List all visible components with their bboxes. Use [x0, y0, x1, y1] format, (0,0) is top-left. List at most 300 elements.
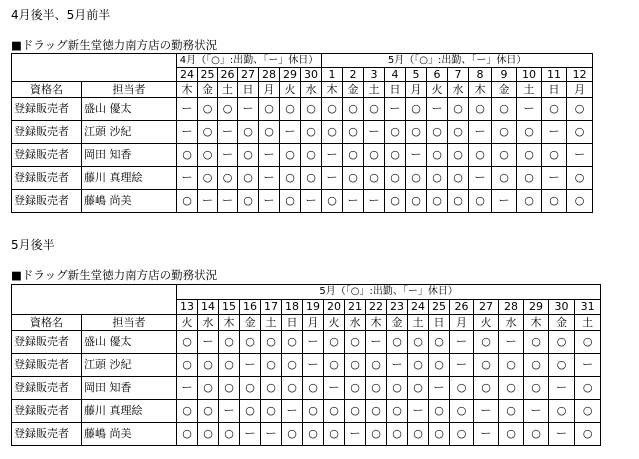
attendance-mark: ○: [517, 121, 542, 144]
attendance-mark: ○: [549, 331, 575, 354]
attendance-mark: ○: [238, 121, 259, 144]
attendance-mark: ○: [366, 400, 387, 423]
staff-name-cell: 藤川 真理絵: [82, 167, 177, 190]
weekday-cell: 木: [219, 315, 240, 331]
staff-name-cell: 岡田 知香: [82, 144, 177, 167]
attendance-mark: ○: [345, 377, 366, 400]
attendance-mark: ー: [240, 423, 261, 446]
attendance-mark: ○: [322, 190, 343, 213]
qualification-cell: 登録販売者: [12, 400, 82, 423]
staff-row: [12, 98, 593, 121]
attendance-mark: ○: [177, 190, 198, 213]
qualification-header: 資格名: [12, 315, 82, 331]
weekday-cell: 土: [364, 82, 385, 98]
date-cell: 6: [427, 68, 448, 82]
attendance-mark: ー: [474, 423, 499, 446]
attendance-mark: ○: [387, 377, 408, 400]
section1-title: ■ドラッグ新生堂徳力南方店の勤務状況: [11, 38, 218, 52]
date-cell: 1: [322, 68, 343, 82]
weekday-row: [12, 82, 593, 98]
weekday-cell: 月: [259, 82, 280, 98]
attendance-mark: ○: [575, 377, 601, 400]
weekday-cell: 木: [366, 315, 387, 331]
staff-name-cell: 盛山 優太: [82, 98, 177, 121]
attendance-mark: ○: [387, 331, 408, 354]
attendance-mark: ○: [322, 121, 343, 144]
attendance-mark: ー: [575, 354, 601, 377]
section2-heading: 5月後半: [11, 238, 55, 252]
qualification-cell: 登録販売者: [12, 121, 82, 144]
attendance-mark: ー: [177, 98, 198, 121]
attendance-mark: ○: [240, 400, 261, 423]
attendance-mark: ○: [198, 354, 219, 377]
attendance-mark: ○: [282, 354, 303, 377]
attendance-mark: ○: [366, 377, 387, 400]
attendance-mark: ○: [238, 167, 259, 190]
date-cell: 7: [448, 68, 469, 82]
attendance-mark: ○: [324, 331, 345, 354]
attendance-mark: ○: [366, 354, 387, 377]
attendance-mark: ○: [218, 98, 238, 121]
attendance-mark: ○: [406, 98, 427, 121]
weekday-cell: 金: [387, 315, 408, 331]
attendance-mark: ○: [387, 423, 408, 446]
date-cell: 4: [385, 68, 406, 82]
attendance-mark: ○: [240, 377, 261, 400]
attendance-mark: ○: [303, 377, 324, 400]
attendance-mark: ー: [177, 121, 198, 144]
date-cell: 25: [198, 68, 218, 82]
attendance-mark: ○: [567, 121, 593, 144]
date-cell: 8: [469, 68, 492, 82]
attendance-mark: ー: [218, 144, 238, 167]
attendance-mark: ○: [499, 400, 524, 423]
attendance-mark: ー: [492, 190, 517, 213]
attendance-mark: ー: [387, 354, 408, 377]
attendance-mark: ○: [364, 144, 385, 167]
date-cell: 30: [301, 68, 322, 82]
attendance-mark: ○: [364, 98, 385, 121]
attendance-mark: ○: [517, 190, 542, 213]
attendance-mark: ○: [542, 98, 567, 121]
attendance-mark: ー: [177, 167, 198, 190]
date-cell: 28: [499, 300, 524, 315]
weekday-cell: 木: [322, 82, 343, 98]
attendance-mark: ー: [364, 121, 385, 144]
attendance-mark: ○: [450, 423, 474, 446]
weekday-cell: 金: [198, 82, 218, 98]
staff-row: [12, 121, 593, 144]
person-header: 担当者: [82, 315, 177, 331]
attendance-mark: ー: [542, 121, 567, 144]
attendance-mark: ○: [177, 423, 198, 446]
weekday-cell: 日: [282, 315, 303, 331]
attendance-mark: ー: [238, 98, 259, 121]
staff-name-cell: 江頭 沙紀: [82, 354, 177, 377]
schedule-table-2: [11, 284, 601, 446]
weekday-row: [12, 315, 601, 331]
attendance-mark: ー: [499, 331, 524, 354]
date-cell: 30: [549, 300, 575, 315]
attendance-mark: ○: [280, 98, 301, 121]
date-cell: 3: [364, 68, 385, 82]
attendance-mark: ー: [366, 331, 387, 354]
staff-row: [12, 423, 601, 446]
person-header: 担当者: [82, 82, 177, 98]
attendance-mark: ○: [261, 400, 282, 423]
attendance-mark: ○: [429, 331, 450, 354]
attendance-mark: ー: [385, 98, 406, 121]
date-cell: 24: [177, 68, 198, 82]
attendance-mark: ー: [177, 377, 198, 400]
schedule-table-1: [11, 53, 593, 213]
date-cell: 29: [524, 300, 549, 315]
date-cell: 31: [575, 300, 601, 315]
attendance-mark: ー: [240, 354, 261, 377]
attendance-mark: ○: [469, 144, 492, 167]
attendance-mark: ○: [429, 400, 450, 423]
attendance-mark: ○: [499, 354, 524, 377]
attendance-mark: ○: [474, 331, 499, 354]
attendance-mark: ○: [408, 377, 429, 400]
attendance-mark: ○: [280, 190, 301, 213]
qualification-cell: 登録販売者: [12, 167, 82, 190]
attendance-mark: ー: [259, 190, 280, 213]
attendance-mark: ○: [427, 167, 448, 190]
attendance-mark: ○: [282, 423, 303, 446]
attendance-mark: ○: [385, 144, 406, 167]
attendance-mark: ○: [345, 400, 366, 423]
staff-name-cell: 藤嶋 尚美: [82, 190, 177, 213]
date-cell: 28: [259, 68, 280, 82]
attendance-mark: ○: [427, 144, 448, 167]
attendance-mark: ○: [343, 98, 364, 121]
attendance-mark: ○: [303, 400, 324, 423]
attendance-mark: ー: [345, 423, 366, 446]
attendance-mark: ー: [469, 121, 492, 144]
attendance-mark: ○: [517, 144, 542, 167]
attendance-mark: ー: [198, 331, 219, 354]
weekday-cell: 木: [469, 82, 492, 98]
weekday-cell: 水: [448, 82, 469, 98]
attendance-mark: ○: [448, 144, 469, 167]
attendance-mark: ー: [259, 167, 280, 190]
date-cell: 18: [282, 300, 303, 315]
attendance-mark: ー: [517, 98, 542, 121]
date-cell: 19: [303, 300, 324, 315]
date-cell: 22: [366, 300, 387, 315]
staff-row: [12, 190, 593, 213]
attendance-mark: ○: [259, 121, 280, 144]
attendance-mark: ○: [198, 144, 218, 167]
date-cell: 27: [474, 300, 499, 315]
header-blank-cell: [12, 285, 177, 315]
qualification-cell: 登録販売者: [12, 331, 82, 354]
weekday-cell: 土: [575, 315, 601, 331]
attendance-mark: ー: [450, 354, 474, 377]
attendance-mark: ー: [474, 400, 499, 423]
section1-heading: 4月後半、5月前半: [11, 8, 111, 22]
date-cell: 15: [219, 300, 240, 315]
attendance-mark: ー: [218, 190, 238, 213]
staff-row: [12, 354, 601, 377]
attendance-mark: ○: [364, 167, 385, 190]
attendance-mark: ○: [280, 144, 301, 167]
qualification-cell: 登録販売者: [12, 354, 82, 377]
date-cell: 12: [567, 68, 593, 82]
weekday-cell: 月: [567, 82, 593, 98]
attendance-mark: ○: [542, 190, 567, 213]
attendance-mark: ○: [450, 377, 474, 400]
staff-name-cell: 盛山 優太: [82, 331, 177, 354]
attendance-mark: ○: [198, 98, 218, 121]
date-cell: 29: [280, 68, 301, 82]
weekday-cell: 金: [240, 315, 261, 331]
attendance-mark: ○: [282, 377, 303, 400]
qualification-cell: 登録販売者: [12, 98, 82, 121]
attendance-mark: ○: [218, 167, 238, 190]
attendance-mark: ○: [469, 190, 492, 213]
attendance-mark: ○: [450, 400, 474, 423]
attendance-mark: ー: [450, 331, 474, 354]
attendance-mark: ー: [408, 400, 429, 423]
weekday-cell: 日: [385, 82, 406, 98]
attendance-mark: ー: [322, 144, 343, 167]
attendance-mark: ○: [198, 167, 218, 190]
attendance-mark: ○: [324, 354, 345, 377]
attendance-mark: ○: [517, 167, 542, 190]
date-cell: 10: [517, 68, 542, 82]
attendance-mark: ○: [303, 423, 324, 446]
attendance-mark: ○: [406, 190, 427, 213]
attendance-mark: ○: [499, 377, 524, 400]
attendance-mark: ○: [177, 354, 198, 377]
attendance-mark: ー: [301, 190, 322, 213]
attendance-mark: ○: [567, 190, 593, 213]
date-cell: 9: [492, 68, 517, 82]
staff-row: [12, 144, 593, 167]
month-group-label: 5月（「○」:出勤、「ー」休日）: [177, 285, 601, 300]
attendance-mark: ー: [364, 190, 385, 213]
month-group-label: 4月（「○」:出勤、「ー」休日）: [177, 54, 322, 68]
weekday-cell: 日: [542, 82, 567, 98]
attendance-mark: ○: [427, 190, 448, 213]
attendance-mark: ー: [427, 98, 448, 121]
weekday-cell: 水: [301, 82, 322, 98]
attendance-mark: ○: [567, 98, 593, 121]
attendance-mark: ○: [387, 400, 408, 423]
attendance-mark: ○: [567, 167, 593, 190]
attendance-mark: ー: [549, 423, 575, 446]
attendance-mark: ○: [280, 167, 301, 190]
date-cell: 23: [387, 300, 408, 315]
attendance-mark: ○: [549, 400, 575, 423]
attendance-mark: ○: [575, 331, 601, 354]
qualification-cell: 登録販売者: [12, 190, 82, 213]
staff-name-cell: 岡田 知香: [82, 377, 177, 400]
attendance-mark: ○: [324, 400, 345, 423]
attendance-mark: ○: [198, 400, 219, 423]
date-cell: 24: [408, 300, 429, 315]
attendance-mark: ○: [408, 354, 429, 377]
weekday-cell: 金: [343, 82, 364, 98]
staff-row: [12, 167, 593, 190]
attendance-mark: ー: [280, 121, 301, 144]
date-cell: 11: [542, 68, 567, 82]
attendance-mark: ○: [345, 331, 366, 354]
attendance-mark: ○: [524, 423, 549, 446]
attendance-mark: ○: [366, 423, 387, 446]
qualification-cell: 登録販売者: [12, 144, 82, 167]
attendance-mark: ○: [301, 167, 322, 190]
qualification-header: 資格名: [12, 82, 82, 98]
attendance-mark: ー: [469, 167, 492, 190]
attendance-mark: ー: [324, 377, 345, 400]
attendance-mark: ー: [429, 377, 450, 400]
attendance-mark: ○: [177, 144, 198, 167]
attendance-mark: ○: [406, 167, 427, 190]
attendance-mark: ○: [198, 377, 219, 400]
staff-row: [12, 400, 601, 423]
date-cell: 21: [345, 300, 366, 315]
weekday-cell: 金: [492, 82, 517, 98]
attendance-mark: ○: [345, 354, 366, 377]
date-cell: 17: [261, 300, 282, 315]
attendance-mark: ー: [303, 331, 324, 354]
attendance-mark: ○: [198, 121, 218, 144]
header-blank-cell: [12, 54, 177, 82]
attendance-mark: ○: [261, 354, 282, 377]
attendance-mark: ○: [492, 144, 517, 167]
staff-name-cell: 藤川 真理絵: [82, 400, 177, 423]
weekday-cell: 土: [261, 315, 282, 331]
month-group-label: 5月（「○」:出勤、「ー」休日）: [322, 54, 593, 68]
attendance-mark: ○: [177, 400, 198, 423]
attendance-mark: ○: [542, 144, 567, 167]
attendance-mark: ○: [408, 331, 429, 354]
attendance-mark: ○: [219, 377, 240, 400]
date-cell: 14: [198, 300, 219, 315]
attendance-mark: ー: [259, 144, 280, 167]
attendance-mark: ○: [324, 423, 345, 446]
attendance-mark: ○: [261, 377, 282, 400]
attendance-mark: ー: [343, 190, 364, 213]
attendance-mark: ○: [492, 98, 517, 121]
weekday-cell: 日: [429, 315, 450, 331]
attendance-mark: ○: [343, 121, 364, 144]
attendance-mark: ○: [448, 190, 469, 213]
staff-name-cell: 藤嶋 尚美: [82, 423, 177, 446]
attendance-mark: ○: [448, 121, 469, 144]
attendance-mark: ○: [549, 354, 575, 377]
attendance-mark: ○: [448, 98, 469, 121]
attendance-mark: ○: [261, 331, 282, 354]
attendance-mark: ー: [567, 144, 593, 167]
date-cell: 20: [324, 300, 345, 315]
weekday-cell: 火: [474, 315, 499, 331]
attendance-mark: ○: [427, 121, 448, 144]
attendance-mark: ○: [240, 331, 261, 354]
attendance-mark: ○: [492, 121, 517, 144]
weekday-cell: 水: [345, 315, 366, 331]
weekday-cell: 月: [406, 82, 427, 98]
attendance-mark: ○: [499, 423, 524, 446]
attendance-mark: ○: [385, 190, 406, 213]
attendance-mark: ○: [474, 354, 499, 377]
weekday-cell: 火: [280, 82, 301, 98]
weekday-cell: 火: [427, 82, 448, 98]
attendance-mark: ○: [524, 331, 549, 354]
month-header-row: [12, 54, 593, 68]
weekday-cell: 土: [408, 315, 429, 331]
weekday-cell: 水: [198, 315, 219, 331]
weekday-cell: 土: [218, 82, 238, 98]
section2-title: ■ドラッグ新生堂徳力南方店の勤務状況: [11, 268, 218, 282]
date-cell: 26: [218, 68, 238, 82]
attendance-mark: ○: [301, 98, 322, 121]
attendance-mark: ○: [219, 354, 240, 377]
attendance-mark: ○: [448, 167, 469, 190]
staff-name-cell: 江頭 沙紀: [82, 121, 177, 144]
attendance-mark: ー: [524, 400, 549, 423]
date-cell: 13: [177, 300, 198, 315]
staff-row: [12, 331, 601, 354]
date-cell: 25: [429, 300, 450, 315]
weekday-cell: 水: [499, 315, 524, 331]
attendance-mark: ○: [282, 331, 303, 354]
date-cell: 2: [343, 68, 364, 82]
date-cell: 16: [240, 300, 261, 315]
attendance-mark: ○: [238, 144, 259, 167]
attendance-mark: ○: [238, 190, 259, 213]
weekday-cell: 火: [177, 315, 198, 331]
attendance-mark: ○: [406, 121, 427, 144]
attendance-mark: ー: [303, 354, 324, 377]
weekday-cell: 火: [324, 315, 345, 331]
attendance-mark: ○: [219, 331, 240, 354]
weekday-cell: 日: [238, 82, 259, 98]
qualification-cell: 登録販売者: [12, 423, 82, 446]
attendance-mark: ○: [301, 144, 322, 167]
attendance-mark: ○: [469, 98, 492, 121]
weekday-cell: 木: [524, 315, 549, 331]
attendance-mark: ○: [343, 144, 364, 167]
date-cell: 5: [406, 68, 427, 82]
staff-row: [12, 377, 601, 400]
attendance-mark: ○: [343, 167, 364, 190]
attendance-mark: ○: [524, 377, 549, 400]
attendance-mark: ○: [429, 423, 450, 446]
attendance-mark: ○: [385, 167, 406, 190]
attendance-mark: ○: [429, 354, 450, 377]
attendance-mark: ー: [198, 190, 218, 213]
month-header-row: [12, 285, 601, 300]
attendance-mark: ー: [261, 423, 282, 446]
attendance-mark: ー: [218, 121, 238, 144]
attendance-mark: ○: [385, 121, 406, 144]
attendance-mark: ー: [406, 144, 427, 167]
date-cell: 27: [238, 68, 259, 82]
qualification-cell: 登録販売者: [12, 377, 82, 400]
attendance-mark: ○: [474, 377, 499, 400]
attendance-mark: ○: [301, 121, 322, 144]
weekday-cell: 月: [303, 315, 324, 331]
weekday-cell: 土: [517, 82, 542, 98]
attendance-mark: ー: [542, 167, 567, 190]
attendance-mark: ー: [219, 400, 240, 423]
attendance-mark: ○: [492, 167, 517, 190]
attendance-mark: ○: [219, 423, 240, 446]
